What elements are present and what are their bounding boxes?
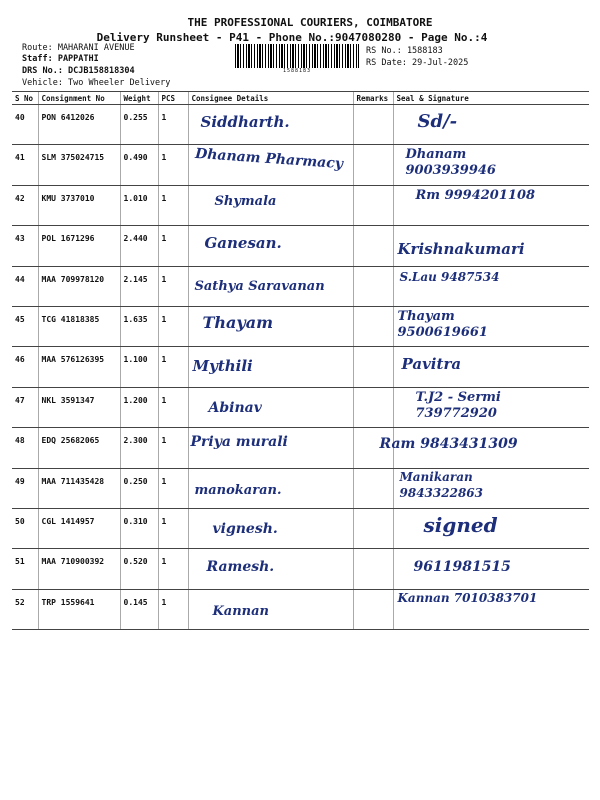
weight-cell: 0.490 — [120, 145, 158, 185]
sno-cell: 52 — [12, 589, 38, 629]
weight-cell: 2.145 — [120, 266, 158, 306]
remarks-cell — [353, 549, 393, 589]
signature-cell — [393, 145, 589, 185]
remarks-cell — [353, 387, 393, 427]
col-consignment: Consignment No — [38, 92, 120, 105]
consignment-cell: MAA 709978120 — [38, 266, 120, 306]
weight-cell: 0.310 — [120, 508, 158, 548]
table-row — [12, 387, 589, 427]
consignee-handwriting: Mythili — [192, 357, 253, 376]
sno-cell: 51 — [12, 549, 38, 589]
sno-cell: 49 — [12, 468, 38, 508]
signature-cell — [393, 589, 589, 629]
consignee-handwriting: manokaran. — [194, 482, 282, 498]
consignment-cell: KMU 3737010 — [38, 185, 120, 225]
consignment-cell: TRP 1559641 — [38, 589, 120, 629]
pcs-cell: 1 — [158, 185, 188, 225]
signature-handwriting: T.J2 - Sermi 739772920 — [415, 389, 501, 421]
consignment-cell: SLM 375024715 — [38, 145, 120, 185]
table-row — [12, 306, 589, 346]
consignee-cell — [188, 549, 353, 589]
consignee-cell — [188, 306, 353, 346]
consignee-cell — [188, 347, 353, 387]
consignment-cell: TCG 41818385 — [38, 306, 120, 346]
signature-handwriting: Sd/- — [417, 111, 458, 132]
signature-cell — [393, 226, 589, 266]
consignee-handwriting: Thayam — [202, 312, 273, 332]
consignee-cell — [188, 468, 353, 508]
consignment-cell: MAA 711435428 — [38, 468, 120, 508]
weight-cell: 2.300 — [120, 428, 158, 468]
consignee-handwriting: vignesh. — [212, 520, 278, 537]
pcs-cell: 1 — [158, 589, 188, 629]
remarks-cell — [353, 226, 393, 266]
remarks-cell — [353, 185, 393, 225]
rs-date: RS Date: 29-Jul-2025 — [366, 58, 469, 68]
runsheet-table — [12, 91, 589, 630]
table-row — [12, 226, 589, 266]
table-row — [12, 549, 589, 589]
sno-cell: 43 — [12, 226, 38, 266]
consignee-handwriting: Sathya Saravanan — [194, 278, 325, 294]
sno-cell: 40 — [12, 105, 38, 145]
col-consignee: Consignee Details — [188, 92, 353, 105]
weight-cell: 1.200 — [120, 387, 158, 427]
consignee-cell — [188, 226, 353, 266]
runsheet-title: Delivery Runsheet - P41 - Phone No.:9047080280 - Page No.:4 — [96, 31, 488, 44]
remarks-cell — [353, 266, 393, 306]
consignee-handwriting: Dhanam Pharmacy — [194, 146, 343, 173]
table-row — [12, 266, 589, 306]
consignee-cell — [188, 508, 353, 548]
barcode-digits: 1588183 — [282, 68, 312, 74]
consignee-cell — [188, 387, 353, 427]
pcs-cell: 1 — [158, 145, 188, 185]
remarks-cell — [353, 589, 393, 629]
consignment-cell: MAA 576126395 — [38, 347, 120, 387]
pcs-cell: 1 — [158, 266, 188, 306]
signature-cell — [393, 266, 589, 306]
vehicle-label: Vehicle: Two Wheeler Delivery — [22, 78, 171, 88]
signature-handwriting: 9611981515 — [413, 559, 511, 576]
consignee-cell — [188, 185, 353, 225]
sno-cell: 41 — [12, 145, 38, 185]
weight-cell: 0.520 — [120, 549, 158, 589]
sno-cell: 45 — [12, 306, 38, 346]
sno-cell: 42 — [12, 185, 38, 225]
rs-number: RS No.: 1588183 — [366, 46, 443, 56]
consignee-handwriting: Ganesan. — [204, 234, 282, 253]
pcs-cell: 1 — [158, 468, 188, 508]
remarks-cell — [353, 347, 393, 387]
pcs-cell: 1 — [158, 428, 188, 468]
pcs-cell: 1 — [158, 226, 188, 266]
table-row — [12, 145, 589, 185]
table-row — [12, 428, 589, 468]
staff-label: Staff: PAPPATHI — [22, 54, 99, 64]
table-row — [12, 347, 589, 387]
signature-cell — [379, 428, 589, 468]
signature-cell — [393, 306, 589, 346]
consignment-cell: POL 1671296 — [38, 226, 120, 266]
sno-cell: 44 — [12, 266, 38, 306]
consignee-cell — [188, 428, 353, 468]
consignment-cell: NKL 3591347 — [38, 387, 120, 427]
consignment-cell: MAA 710900392 — [38, 549, 120, 589]
consignment-cell: CGL 1414957 — [38, 508, 120, 548]
signature-handwriting: Krishnakumari — [397, 240, 525, 259]
signature-handwriting: Rm 9994201108 — [415, 187, 536, 203]
col-remarks: Remarks — [353, 92, 393, 105]
pcs-cell: 1 — [158, 347, 188, 387]
consignee-cell — [188, 145, 353, 185]
col-weight: Weight — [120, 92, 158, 105]
sno-cell: 48 — [12, 428, 38, 468]
weight-cell: 1.635 — [120, 306, 158, 346]
signature-handwriting: Ram 9843431309 — [379, 436, 518, 453]
col-sno: S No — [12, 92, 38, 105]
weight-cell: 0.250 — [120, 468, 158, 508]
remarks-cell — [353, 145, 393, 185]
consignee-cell — [188, 266, 353, 306]
pcs-cell: 1 — [158, 306, 188, 346]
consignee-handwriting: Ramesh. — [206, 559, 275, 576]
pcs-cell: 1 — [158, 549, 188, 589]
remarks-cell — [353, 105, 393, 145]
consignment-cell: PON 6412026 — [38, 105, 120, 145]
signature-handwriting: signed — [423, 512, 498, 537]
drs-number: DRS No.: DCJB158818304 — [22, 66, 135, 76]
consignee-handwriting: Shymala — [214, 193, 277, 209]
signature-cell — [393, 185, 589, 225]
barcode — [235, 44, 359, 68]
table-row — [12, 105, 589, 145]
signature-cell — [393, 105, 589, 145]
signature-handwriting: Dhanam 9003939946 — [405, 147, 496, 179]
sno-cell: 50 — [12, 508, 38, 548]
weight-cell: 1.010 — [120, 185, 158, 225]
signature-cell — [393, 347, 589, 387]
consignee-cell — [188, 589, 353, 629]
consignee-cell — [188, 105, 353, 145]
signature-handwriting: Kannan 7010383701 — [397, 590, 538, 605]
remarks-cell — [353, 508, 393, 548]
table-row — [12, 508, 589, 548]
col-pcs: PCS — [158, 92, 188, 105]
signature-handwriting: S.Lau 9487534 — [399, 269, 500, 284]
table-row — [12, 468, 589, 508]
pcs-cell: 1 — [158, 387, 188, 427]
pcs-cell: 1 — [158, 508, 188, 548]
signature-handwriting: Pavitra — [401, 355, 462, 374]
weight-cell: 0.255 — [120, 105, 158, 145]
consignee-handwriting: Siddharth. — [200, 113, 290, 131]
consignee-handwriting: Abinav — [208, 399, 262, 416]
signature-handwriting: Thayam 9500619661 — [397, 308, 488, 340]
consignment-cell: EDQ 25682065 — [38, 428, 120, 468]
signature-cell — [393, 508, 589, 548]
route-label: Route: MAHARANI AVENUE — [22, 43, 135, 53]
signature-cell — [393, 468, 589, 508]
table-row — [12, 185, 589, 225]
table-header-row — [12, 92, 589, 105]
weight-cell: 1.100 — [120, 347, 158, 387]
signature-cell — [393, 549, 589, 589]
table-row — [12, 589, 589, 629]
col-signature: Seal & Signature — [393, 92, 589, 105]
weight-cell: 0.145 — [120, 589, 158, 629]
sno-cell: 47 — [12, 387, 38, 427]
remarks-cell — [353, 306, 393, 346]
signature-cell — [393, 387, 589, 427]
sno-cell: 46 — [12, 347, 38, 387]
company-title: THE PROFESSIONAL COURIERS, COIMBATORE — [187, 16, 433, 29]
signature-handwriting: Manikaran 9843322863 — [399, 469, 483, 500]
consignee-handwriting: Priya murali — [190, 434, 288, 451]
remarks-cell — [353, 468, 393, 508]
consignee-handwriting: Kannan — [212, 603, 270, 619]
pcs-cell: 1 — [158, 105, 188, 145]
weight-cell: 2.440 — [120, 226, 158, 266]
